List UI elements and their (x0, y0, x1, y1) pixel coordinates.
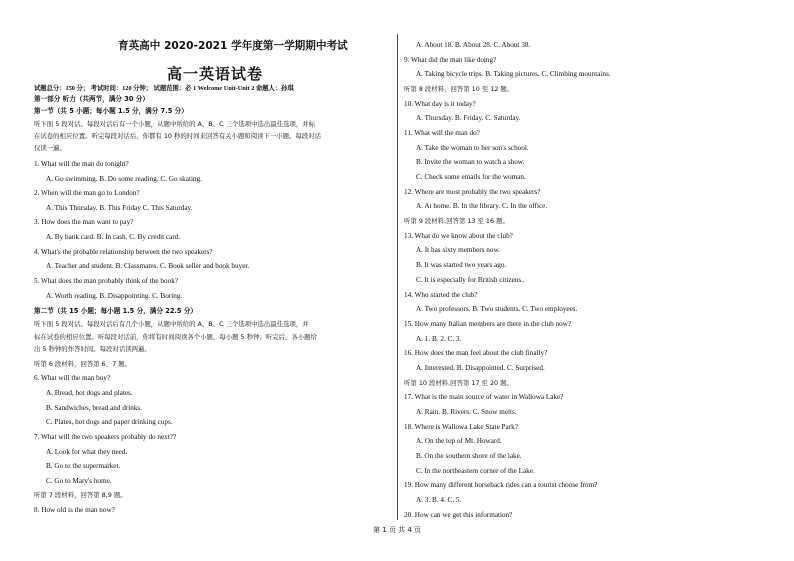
question-3-options: A. By bank card. B. In cash. C. By credit card. (46, 233, 181, 241)
question-4-options: A. Teacher and student. B. Classmates. C. Book seller and book buyer. (46, 262, 250, 270)
material-7-note: 听第 7 段材料，回答第 8,9 题。 (34, 491, 127, 499)
part-one-heading: 第一部分 听力（共两节，满分 30 分） (34, 95, 149, 103)
instruction-line: 标在试卷的相应位置。听每段对话前，你将有时间阅读各个小题，每小题 5 秒钟；听完后，各小题给 (34, 333, 317, 341)
question-18-option-b: B. On the southern shore of the lake. (416, 452, 522, 460)
question-20: 20. How can we get this information? (404, 511, 513, 519)
material-8-note: 听第 8 段材料，回答第 10 至 12 题。 (404, 85, 514, 93)
question-8: 8. How old is the man now? (34, 506, 115, 514)
question-1: 1. What will the man do tonight? (34, 160, 129, 168)
question-17: 17. What is the main source of water in Wallowa Lake? (404, 393, 564, 401)
question-18-option-a: A. On the top of Mt. Howard. (416, 437, 502, 445)
school-exam-title: 育英高中 2020-2021 学年度第一学期期中考试 (118, 40, 348, 52)
question-13-option-a: A. It has sixty members now. (416, 246, 500, 254)
exam-paper-title: 高一英语试卷 (167, 65, 264, 83)
question-19: 19. How many different horseback rides can a tourist choose from? (404, 481, 598, 489)
question-15: 15. How many Italian members are there in the club now? (404, 320, 572, 328)
question-5-options: A. Worth reading. B. Disappointing. C. Boring. (46, 292, 183, 300)
question-11: 11. What will the man do? (404, 129, 480, 137)
question-10: 10. What day is it today? (404, 100, 476, 108)
question-2-options: A. This Thursday. B. This Friday C. This Saturday. (46, 204, 193, 212)
question-11-option-a: A. Take the woman to her son's school. (416, 144, 529, 152)
question-8-options: A. About 18. B. About 28. C. About 38. (416, 41, 531, 49)
section-one-heading: 第一节（共 5 小题；每小题 1.5 分，满分 7.5 分） (34, 107, 188, 115)
question-18: 18. Where is Wallowa Lake State Park? (404, 423, 518, 431)
question-6: 6. What will the man buy? (34, 374, 111, 382)
question-7-option-a: A. Look for what they need. (46, 448, 128, 456)
question-9-options: A. Taking bicycle trips. B. Taking pictures. C. Climbing mountains. (416, 70, 611, 78)
question-11-option-c: C. Check some emails for the woman. (416, 173, 526, 181)
material-9-note: 听第 9 段材料,回答第 13 至 16 题。 (404, 217, 509, 225)
question-14: 14. Who started the club? (404, 291, 478, 299)
question-6-option-c: C. Plates, hot dogs and paper drinking cups. (46, 418, 173, 426)
material-10-note: 听第 10 段材料,回答第 17 至 20 题。 (404, 379, 513, 387)
section-two-heading: 第二节（共 15 小题；每小题 1.5 分，满分 22.5 分） (34, 307, 197, 315)
column-divider (397, 34, 398, 520)
question-7: 7. What will the two speakers probably do next?? (34, 433, 177, 441)
question-15-options: A. 1. B. 2. C. 3. (416, 335, 462, 343)
exam-meta: 试题总分：150 分； 考试时间：120 分钟； 试题范围：必 1 Welcome Unit-Unit 2 命题人：孙琪 (34, 85, 294, 92)
question-2: 2. When will the man go to London? (34, 189, 140, 197)
question-14-options: A. Two professors. B. Two students. C. Two employees. (416, 305, 578, 313)
question-3: 3. How does the man want to pay? (34, 218, 134, 226)
question-4: 4. What's the probable relationship between the two speakers? (34, 248, 213, 256)
question-7-option-b: B. Go to the supermarket. (46, 462, 121, 470)
question-18-option-c: C. In the northeastern corner of the Lake. (416, 467, 535, 475)
question-16: 16. How does the man feel about the club finally? (404, 349, 548, 357)
material-6-note: 听第 6 段材料，回答第 6、7 题。 (34, 360, 132, 368)
question-13: 13. What do we know about the club? (404, 232, 513, 240)
instruction-line: 听下面 5 段对话。每段对话后有一个小题，从题中所给的 A、B、C 三个选项中选出最佳选项，并标 (34, 120, 316, 128)
question-13-option-b: B. It was started two years ago. (416, 261, 507, 269)
instruction-line: 出 5 秒钟的作答时间。每段对话读两遍。 (34, 345, 151, 353)
question-12-options: A. At home. B. In the library. C. In the office. (416, 202, 548, 210)
question-17-options: A. Rain. B. Rivers. C. Snow melts. (416, 408, 517, 416)
question-7-option-c: C. Go to Mary's home. (46, 477, 112, 485)
question-13-option-c: C. It is especially for British citizens.. (416, 276, 525, 284)
question-5: 5. What does the man probably think of the book? (34, 277, 178, 285)
question-10-options: A. Thursday. B. Friday. C. Saturday. (416, 114, 521, 122)
instruction-line: 听下面 5 段对话。每段对话后有几个小题，从题中所给的 A、B、C 三个选项中选出最佳选项，并 (34, 320, 309, 328)
question-12: 12. Where are most probably the two speakers? (404, 188, 541, 196)
question-19-options: A. 3. B. 4. C. 5. (416, 496, 462, 504)
instruction-line: 仅读一遍。 (34, 144, 66, 152)
question-1-options: A. Go swimming. B. Do some reading. C. Go skating. (46, 175, 202, 183)
instruction-line: 在试卷的相应位置。听完每段对话后，你都有 10 秒的时间来回答有关小题和阅读下一小题。每段对话 (34, 132, 321, 140)
question-6-option-b: B. Sandwiches, bread and drinks. (46, 404, 143, 412)
page-number: 第 1 页 共 4 页 (372, 526, 422, 534)
question-11-option-b: B. Invite the woman to watch a show. (416, 158, 525, 166)
question-6-option-a: A. Bread, hot dogs and plates. (46, 389, 133, 397)
question-9: 9. What did the man like doing? (404, 56, 497, 64)
question-16-options: A. Interested. B. Disappointed. C. Surprised. (416, 364, 545, 372)
